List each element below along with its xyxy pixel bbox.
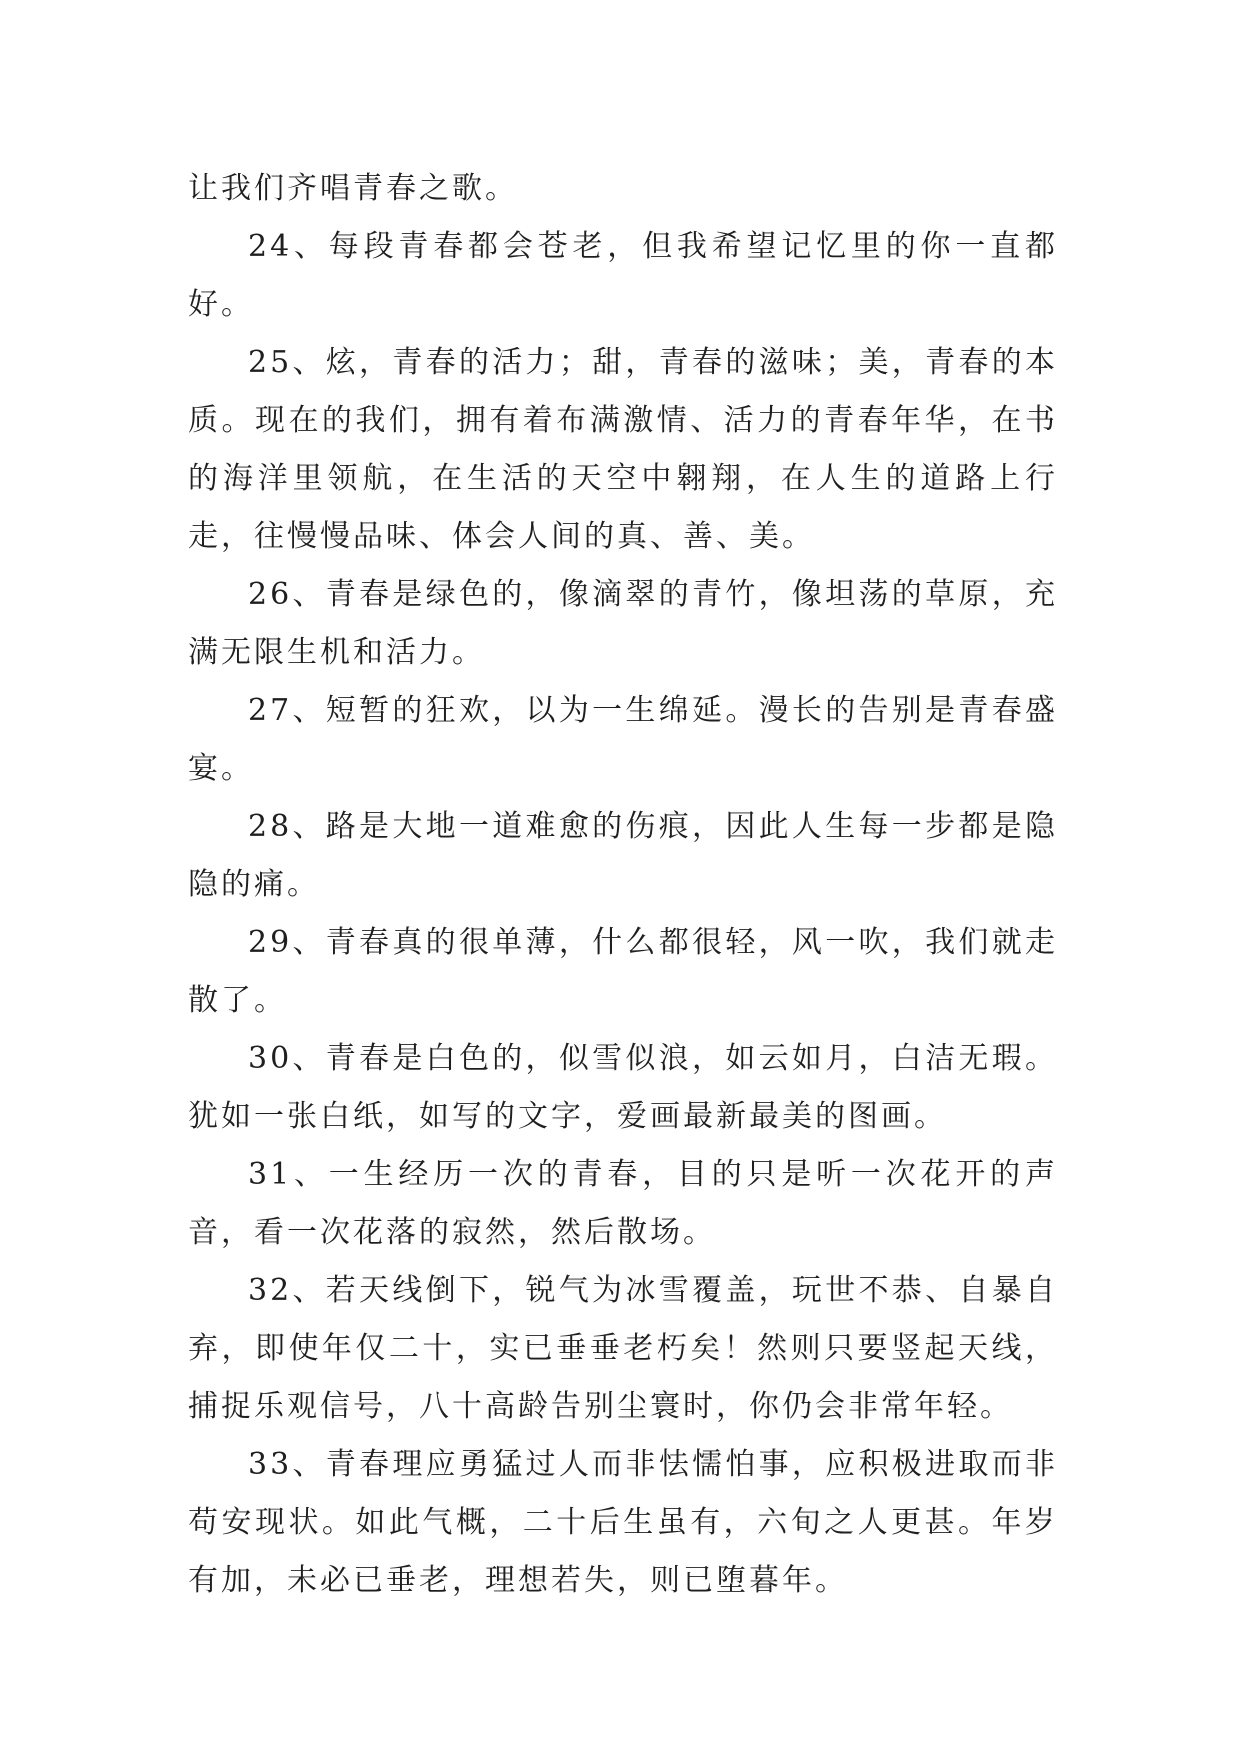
paragraph: 32、若天线倒下，锐气为冰雪覆盖，玩世不恭、自暴自弃，即使年仅二十，实已垂垂老朽矣！然则只要竖起天线，捕捉乐观信号，八十高龄告别尘寰时，你仍会非常年轻。 [188,1273,1058,1424]
paragraph: 33、青春理应勇猛过人而非怯懦怕事，应积极进取而非苟安现状。如此气概，二十后生虽有，六旬之人更甚。年岁有加，未必已垂老，理想若失，则已堕暮年。 [188,1447,1058,1598]
paragraph: 让我们齐唱青春之歌。 [188,171,518,206]
paragraph: 31、一生经历一次的青春，目的只是听一次花开的声音，看一次花落的寂然，然后散场。 [188,1157,1058,1250]
paragraph: 24、每段青春都会苍老，但我希望记忆里的你一直都好。 [188,229,1058,322]
paragraph: 26、青春是绿色的，像滴翠的青竹，像坦荡的草原，充满无限生机和活力。 [188,577,1058,670]
document-body [188,160,1058,1610]
paragraph: 25、炫，青春的活力；甜，青春的滋味；美，青春的本质。现在的我们，拥有着布满激情、活力的青春年华，在书的海洋里领航，在生活的天空中翱翔，在人生的道路上行走，往慢慢品味、体会人间的真、善、美。 [188,345,1058,554]
paragraph: 29、青春真的很单薄，什么都很轻，风一吹，我们就走散了。 [188,925,1058,1018]
paragraph: 27、短暂的狂欢，以为一生绵延。漫长的告别是青春盛宴。 [188,693,1058,786]
paragraph: 28、路是大地一道难愈的伤痕，因此人生每一步都是隐隐的痛。 [188,809,1058,902]
paragraph: 30、青春是白色的，似雪似浪，如云如月，白洁无瑕。犹如一张白纸，如写的文字，爱画最新最美的图画。 [188,1041,1058,1134]
